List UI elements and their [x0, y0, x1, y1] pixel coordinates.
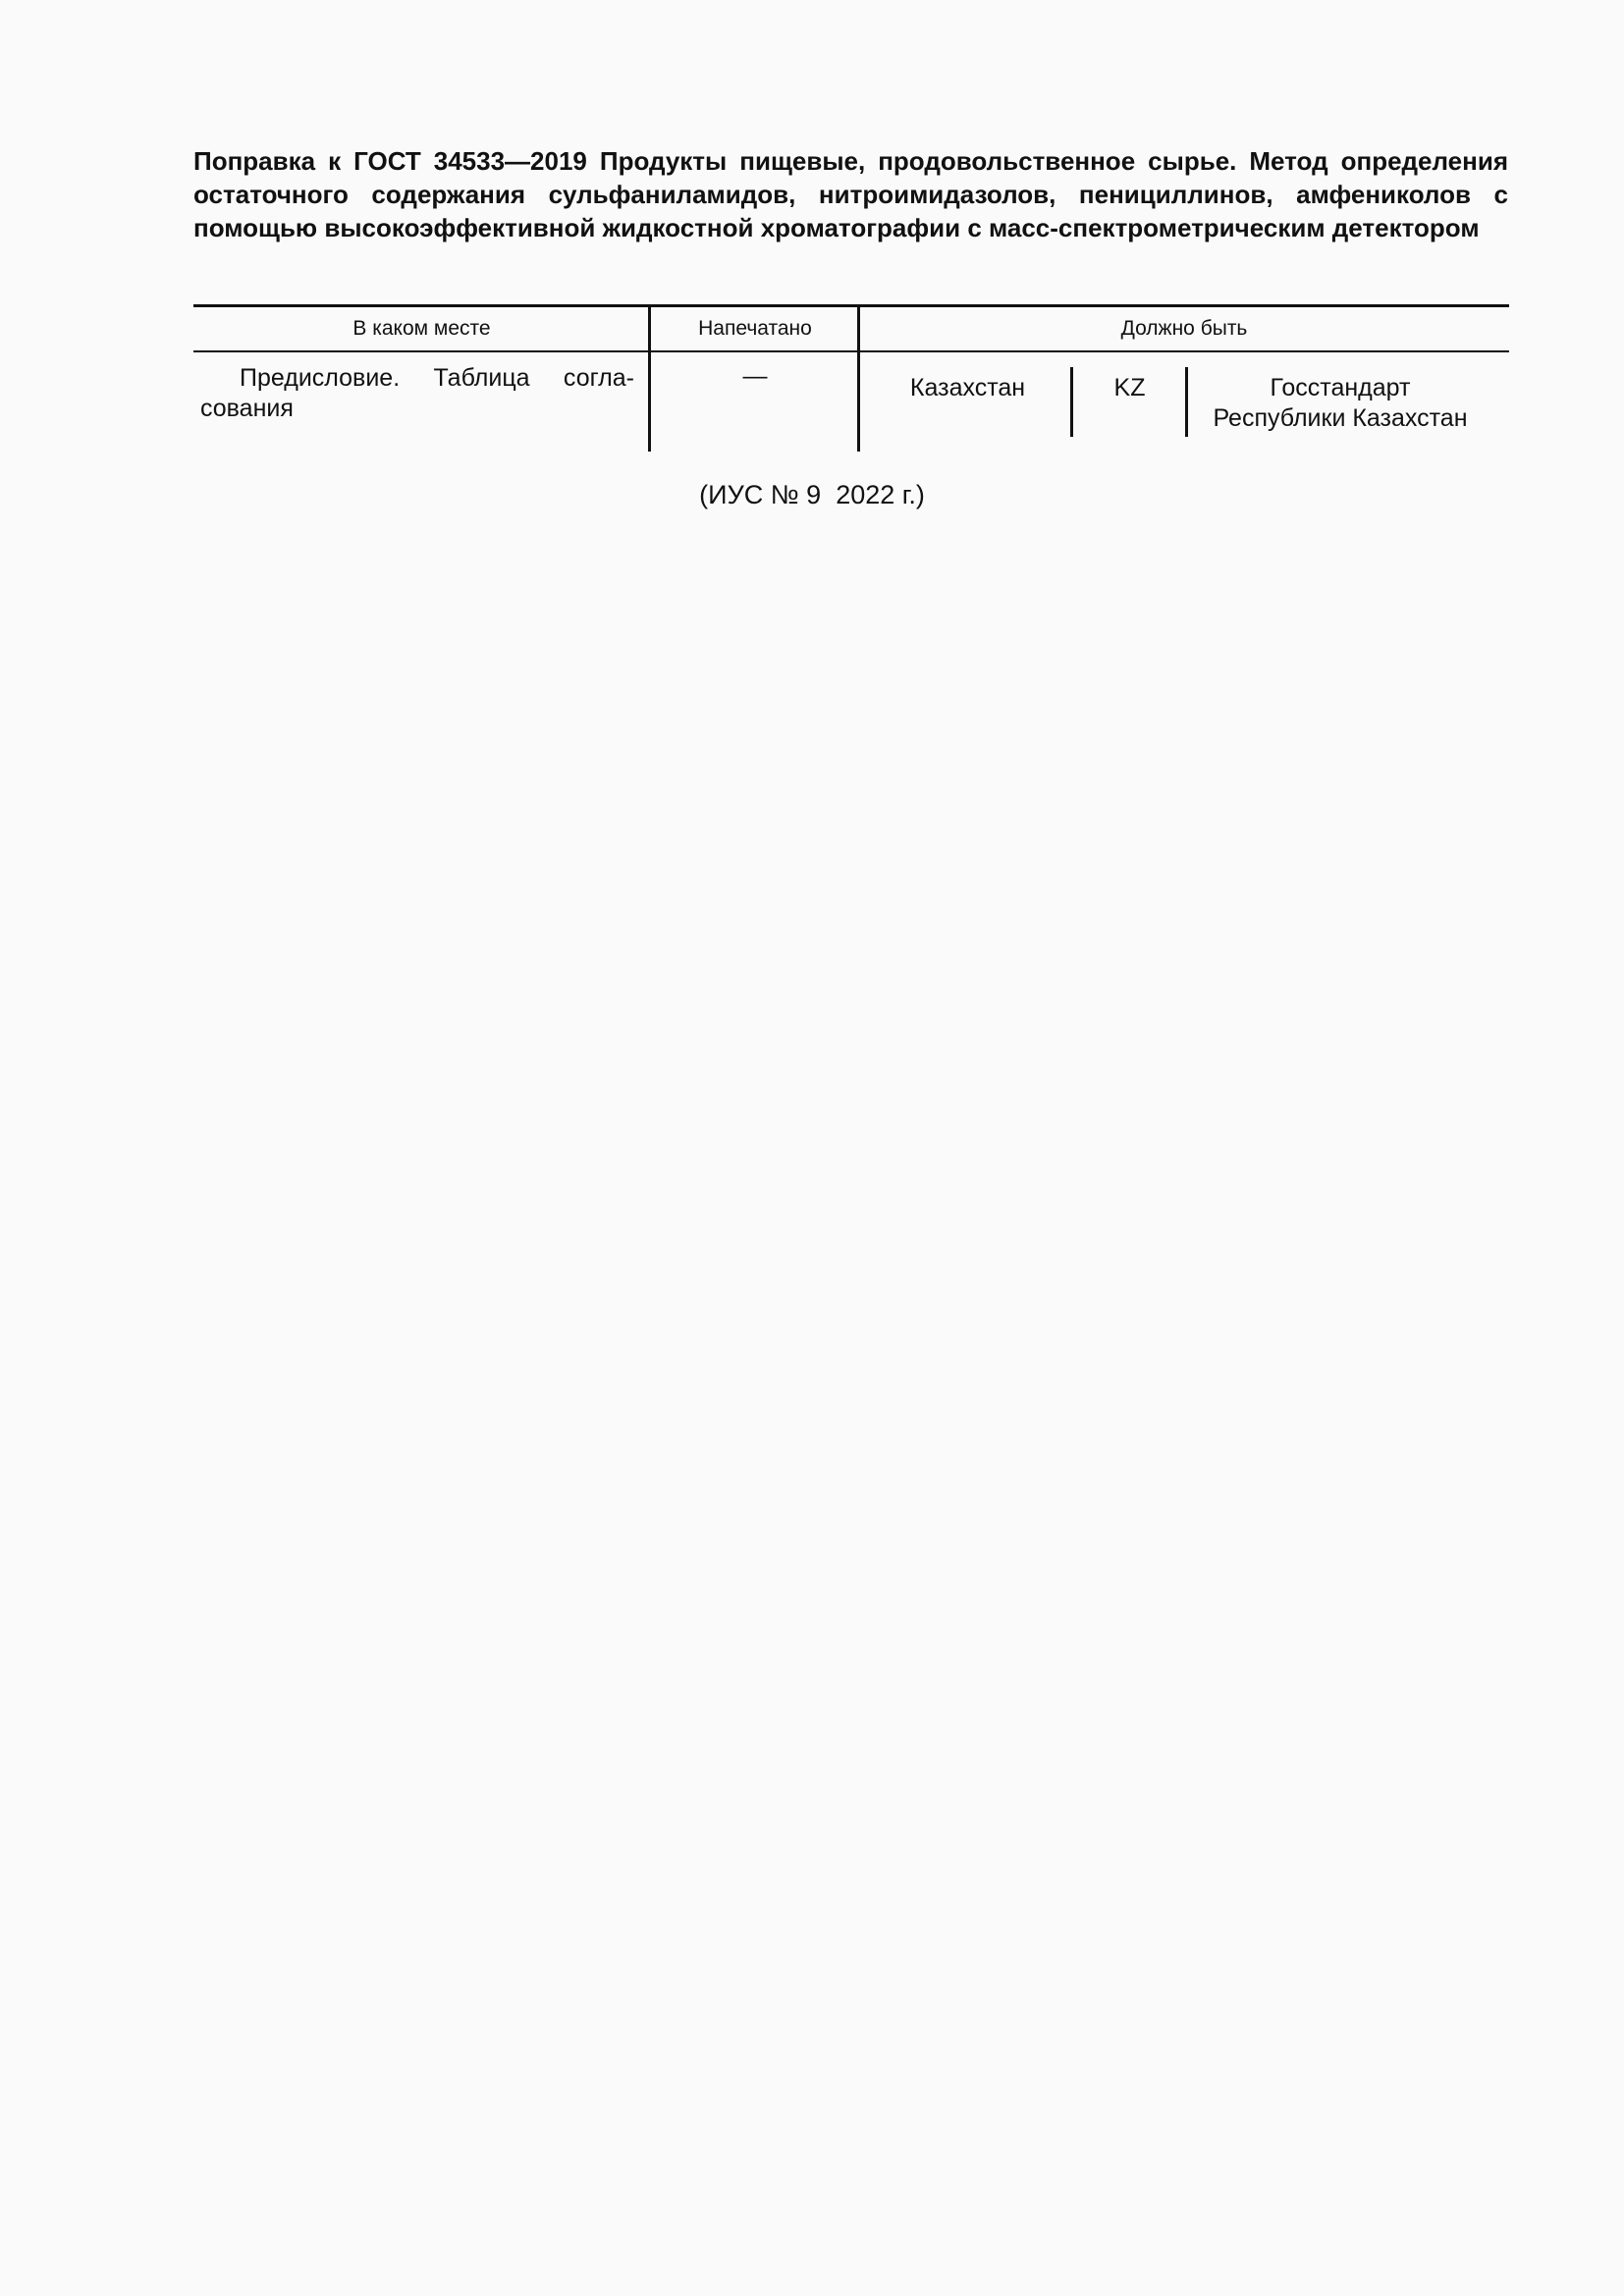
- column-divider-printed: [857, 304, 860, 452]
- row-organization: [1188, 373, 1492, 434]
- column-divider-place: [648, 304, 651, 452]
- row-printed: —: [742, 362, 768, 390]
- organization-line-2: Республики Казахстан: [1213, 404, 1468, 432]
- row-place: Предисловие. Таблица согласования: [200, 364, 634, 422]
- amendment-title: Поправка к ГОСТ 34533—2019 Продукты пищевые, продовольственное сырье. Метод определения остаточного содержания сульфаниламидов, нитроимидазолов, пенициллинов, амфениколов с помощью высокоэффективной жидкостной хроматографии с масс-спектрометрическим детектором: [193, 146, 1508, 242]
- table-header-rule: [193, 350, 1509, 352]
- row-country-code: KZ: [1113, 374, 1146, 401]
- organization-line-1: Госстандарт: [1270, 374, 1411, 401]
- table-top-rule: [193, 304, 1509, 307]
- header-should-be: Должно быть: [1120, 317, 1248, 340]
- source-reference: (ИУС № 9 2022 г.): [699, 480, 925, 509]
- header-place: В каком месте: [352, 317, 491, 340]
- row-country: Казахстан: [909, 374, 1026, 401]
- header-printed: Напечатано: [698, 317, 812, 340]
